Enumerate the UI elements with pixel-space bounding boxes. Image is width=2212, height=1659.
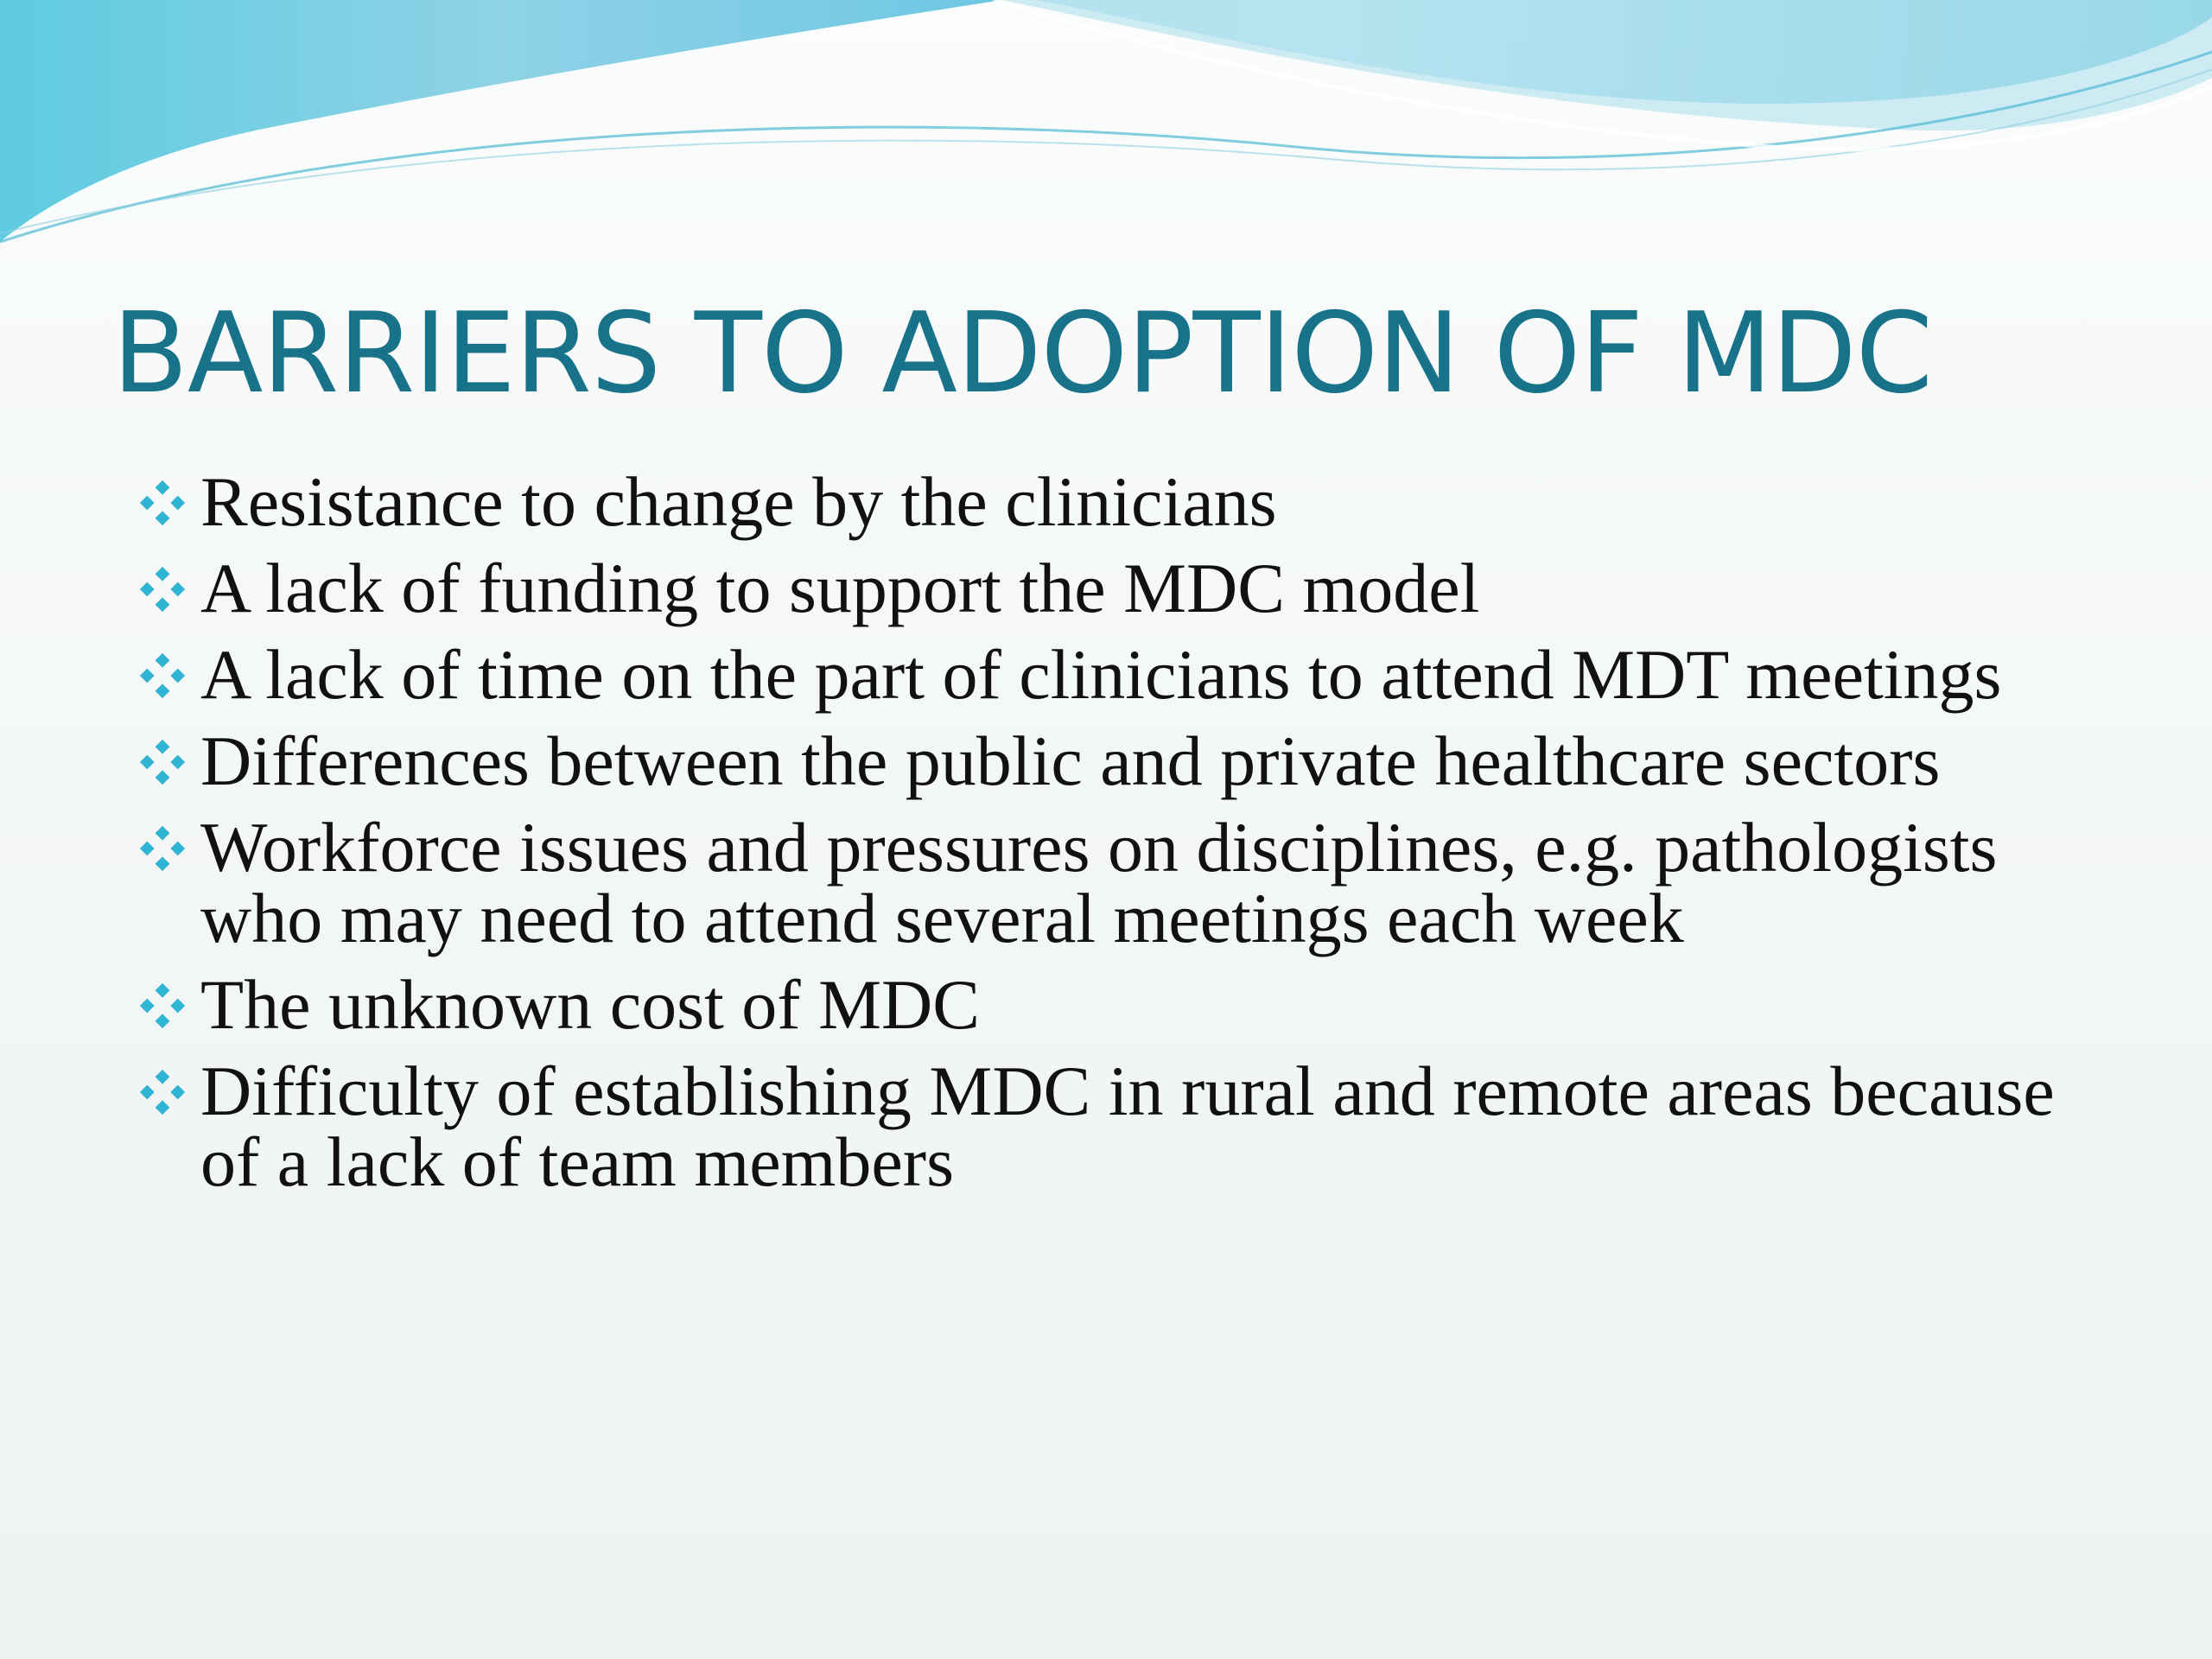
diamond-four-icon bbox=[138, 738, 187, 786]
slide-title: BARRIERS TO ADOPTION OF MDC bbox=[112, 289, 1932, 418]
bullet-item bbox=[138, 635, 2091, 714]
bullet-item bbox=[138, 549, 2091, 627]
diamond-four-icon bbox=[138, 652, 187, 700]
bullet-item bbox=[138, 462, 2091, 541]
bullet-item bbox=[138, 1052, 2091, 1201]
diamond-four-icon bbox=[138, 1068, 187, 1116]
bullet-item bbox=[138, 808, 2091, 957]
wave-banner bbox=[0, 0, 2212, 259]
bullet-list bbox=[138, 462, 2091, 1213]
bullet-item bbox=[138, 721, 2091, 800]
diamond-four-icon bbox=[138, 824, 187, 873]
diamond-four-icon bbox=[138, 565, 187, 613]
diamond-four-icon bbox=[138, 479, 187, 527]
bullet-text: The unknown cost of MDC bbox=[200, 965, 980, 1044]
bullet-text: Resistance to change by the clinicians bbox=[200, 462, 1277, 541]
bullet-text: A lack of time on the part of clinicians to attend MDT meetings bbox=[200, 635, 2002, 714]
bullet-text: Difficulty of establishing MDC in rural and remote areas because of a lack of team members bbox=[200, 1052, 2055, 1201]
bullet-text: Workforce issues and pressures on disciplines, e.g. pathologists who may need to attend several meetings each week bbox=[200, 808, 1998, 957]
bullet-text: Differences between the public and private healthcare sectors bbox=[200, 721, 1941, 800]
bullet-text: A lack of funding to support the MDC model bbox=[200, 549, 1480, 627]
bullet-item bbox=[138, 965, 2091, 1044]
diamond-four-icon bbox=[138, 982, 187, 1030]
